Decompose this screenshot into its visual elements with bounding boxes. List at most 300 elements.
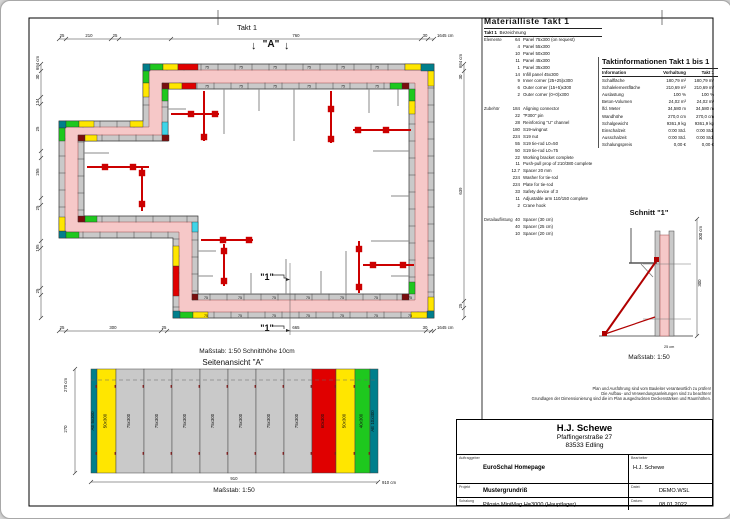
- panel-number: 75: [273, 65, 277, 70]
- taktinfo-row: [602, 84, 718, 91]
- taktinfo-cell: 180,79 m²: [666, 78, 686, 84]
- taktinfo-cell: Ausschalzeit: [602, 134, 627, 140]
- taktinfo-title: Taktinformationen Takt 1 bis 1: [602, 57, 710, 66]
- material-label: Spacer (25 cm): [523, 223, 554, 229]
- material-qty: 12.7: [511, 168, 520, 174]
- taktinfo-cell: 9361,9 kg: [694, 120, 714, 126]
- svg-text:30: 30: [422, 33, 428, 38]
- material-label: Panel 75x300 (on request): [523, 37, 575, 42]
- material-row: [484, 161, 622, 168]
- material-qty: 224: [512, 182, 520, 188]
- view-marker-a: [251, 39, 290, 52]
- push-pull-prop: [605, 317, 655, 334]
- taktinfo-cell: Vorhaltung: [663, 70, 686, 75]
- prop-foot: [221, 278, 227, 284]
- prop-foot: [139, 170, 145, 176]
- side-view-panel-label: 50x300: [102, 413, 108, 429]
- material-section-label: [484, 148, 503, 155]
- svg-text:25 cm: 25 cm: [664, 345, 675, 349]
- svg-text:300: 300: [697, 279, 702, 287]
- material-section-label: [484, 155, 503, 162]
- taktinfo-cell: Information: [602, 70, 627, 75]
- panel-piece-cyan: [192, 222, 198, 232]
- panel-number: 75: [273, 84, 277, 89]
- material-row: [484, 148, 622, 155]
- project-value: Mustergrundriß: [483, 488, 528, 494]
- editor-value: H.J. Schewe: [633, 465, 665, 471]
- material-label: Panel 45x300: [523, 57, 550, 63]
- material-label: S19-wingnut: [523, 126, 548, 132]
- panel-number: 75: [205, 84, 209, 89]
- panel-piece-green: [150, 64, 163, 70]
- panel-piece-green: [162, 89, 168, 101]
- material-qty: 33: [515, 189, 520, 195]
- prop-foot: [246, 237, 252, 243]
- svg-text:25: 25: [161, 325, 167, 330]
- prop-foot: [220, 237, 226, 243]
- material-qty: 10: [515, 50, 520, 56]
- material-qty: 22: [515, 113, 520, 119]
- panel-number: 75: [239, 84, 243, 89]
- panel-number: 75: [341, 84, 345, 89]
- material-label: Outer corner (15+5)x300: [523, 85, 572, 91]
- svg-text:25: 25: [112, 33, 118, 38]
- svg-text:270: 270: [63, 425, 68, 433]
- material-label: Panel 35x300: [523, 64, 550, 70]
- material-section-label: [484, 78, 503, 85]
- svg-text:255: 255: [35, 168, 40, 176]
- material-label: Working bracket complete: [523, 154, 574, 160]
- svg-text:1645 cm: 1645 cm: [437, 325, 454, 330]
- panel-piece-maroon: [192, 294, 198, 300]
- material-section-label: [484, 224, 503, 231]
- prop-foot: [328, 136, 334, 142]
- panel-number: 75: [306, 296, 310, 300]
- prop-foot: [188, 111, 194, 117]
- material-section-label: [484, 182, 503, 189]
- material-section-label: [484, 127, 503, 134]
- panel-piece-teal: [59, 121, 66, 128]
- panel-piece-green: [180, 312, 193, 318]
- taktinfo-row: [602, 91, 718, 98]
- panel-piece-green: [143, 71, 149, 83]
- taktinfo-cell: 0:00 Std.: [668, 127, 686, 133]
- material-qty: 224: [512, 133, 520, 139]
- title-block-company-cell: [457, 420, 712, 455]
- panel-number: 75: [341, 65, 345, 70]
- svg-text:"A": "A": [262, 39, 280, 50]
- client-value: EuroSchal Homepage: [483, 465, 546, 471]
- taktinfo-row: [602, 98, 718, 105]
- material-section-label: [484, 65, 503, 72]
- material-section-label: [484, 161, 503, 168]
- material-qty: 184: [512, 106, 520, 112]
- taktinfo-row: [602, 120, 718, 127]
- material-label: S19 tie-rod L0=75: [523, 147, 559, 153]
- material-label: Outer corner (0+0)x300: [523, 92, 569, 98]
- panel-piece-green: [66, 121, 79, 127]
- material-qty: 9: [517, 78, 520, 84]
- panel-number: 75: [375, 84, 379, 89]
- title-block: [456, 419, 713, 506]
- prop-foot: [201, 134, 207, 140]
- side-view-panel-label: 75x300: [126, 413, 131, 429]
- panel-number: 75: [408, 296, 412, 300]
- panel-piece-teal: [143, 64, 150, 71]
- taktinfo-cell: Takt 1: [701, 70, 714, 75]
- prop-foot: [102, 164, 108, 170]
- material-qty: 10: [515, 230, 520, 236]
- taktinfo-cell: 0:00 Std.: [696, 127, 714, 133]
- panel-number: 75: [340, 296, 344, 300]
- taktinfo-cell: Auslastung: [602, 92, 624, 98]
- svg-text:1645 cm: 1645 cm: [437, 33, 454, 38]
- panel-piece-maroon: [162, 83, 169, 89]
- taktinfo-row: [602, 134, 718, 141]
- panel-piece-yellow: [85, 135, 97, 141]
- taktinfo-cell: 0:00 Std.: [696, 134, 714, 140]
- panel-number: 75: [238, 296, 242, 300]
- material-qty: 50: [515, 147, 520, 153]
- taktinfo-cell: 0,00 €: [673, 141, 686, 147]
- side-view-panel-label: 75x300: [182, 413, 187, 429]
- material-qty: 11: [515, 57, 520, 63]
- material-section-label: [484, 189, 503, 196]
- taktinfo-cell: Einschalzeit: [602, 127, 626, 133]
- material-section-label: Detailauflistung: [484, 216, 513, 222]
- taktinfo-cell: 24,02 m³: [696, 99, 714, 105]
- panel-number: 75: [307, 84, 311, 89]
- svg-text:300: 300: [109, 325, 117, 330]
- prop-foot: [356, 284, 362, 290]
- material-qty: 2: [517, 202, 520, 208]
- file-cell: Datei: DEMO.WSL: [629, 484, 712, 497]
- date-value: 08.01.2022: [659, 502, 687, 508]
- panel-piece-yellow: [163, 64, 178, 70]
- material-qty: 180: [512, 126, 520, 132]
- material-qty: 2: [517, 92, 520, 98]
- material-label: Adjustable arm 110/150 complete: [523, 195, 589, 201]
- svg-text:25: 25: [35, 205, 40, 211]
- company-city: 83533 Edling: [565, 441, 604, 449]
- taktinfo-cell: lfd. Meter: [602, 106, 621, 112]
- formwork-cell: Schalung Pilosio MiniMag H=3000 (Hauptlager): [457, 498, 629, 510]
- panel-piece-teal: [59, 231, 66, 238]
- material-label: Aligning connector: [523, 106, 560, 112]
- material-label: "P300" pin: [523, 113, 544, 119]
- panel-number: 75: [238, 313, 242, 318]
- material-label: Spacer 20 mm: [523, 168, 552, 174]
- panel-piece-yellow: [59, 217, 65, 231]
- taktinfo-cell: 270,0 cm: [667, 113, 686, 119]
- panel-piece-yellow: [173, 246, 179, 266]
- prop-foot: [355, 127, 361, 133]
- prop-foot: [400, 262, 406, 268]
- panel-number: 75: [307, 65, 311, 70]
- company-name: H.J. Schewe: [556, 423, 613, 434]
- taktinfo-header-row: [602, 68, 718, 77]
- material-label: Crane hook: [523, 202, 546, 208]
- panel-number: 75: [204, 296, 208, 300]
- svg-text:639: 639: [458, 187, 463, 195]
- taktinfo-cell: 34,580 m: [667, 106, 686, 112]
- panel-piece-yellow: [143, 83, 149, 97]
- panel-piece-red: [182, 83, 196, 89]
- taktinfo-cell: 24,02 m³: [668, 99, 686, 105]
- taktinfo-cell: Schalfläche: [602, 78, 625, 84]
- svg-text:30: 30: [458, 74, 463, 80]
- side-view-panel-label: 75x300: [210, 413, 215, 429]
- push-pull-prop: [605, 260, 657, 334]
- material-section-label: [484, 134, 503, 141]
- svg-text:694 cm: 694 cm: [458, 53, 463, 69]
- materialliste-title: Materialliste Takt 1: [484, 16, 570, 26]
- prop-foot: [383, 127, 389, 133]
- panel-piece-yellow: [411, 312, 427, 318]
- panel-piece-maroon: [402, 83, 409, 89]
- section-panel: [669, 231, 674, 336]
- material-section-label: [484, 141, 503, 148]
- material-label: Spacer (20 cm): [523, 230, 554, 236]
- svg-text:30: 30: [422, 325, 428, 330]
- panel-number: 75: [408, 313, 412, 318]
- date-cell: Datum: 08.01.2022: [629, 498, 712, 510]
- side-view-panel-label: 60x300: [320, 413, 325, 429]
- material-section-label: Elemente: [484, 37, 502, 42]
- panel-number: 75: [239, 65, 243, 70]
- material-qty: 28: [515, 119, 520, 125]
- material-qty: 40: [515, 216, 520, 222]
- panel-number: 75: [204, 313, 208, 318]
- material-section-label: [484, 168, 503, 175]
- section-scale: Maßstab: 1:50: [628, 354, 670, 361]
- material-row: [484, 168, 622, 175]
- svg-text:"1": "1": [260, 272, 274, 282]
- side-view-title: Seitenansicht "A": [202, 358, 264, 367]
- material-row: [484, 203, 622, 210]
- side-view-panel-label: 75x300: [238, 413, 243, 429]
- material-row: [484, 182, 622, 189]
- svg-text:210: 210: [85, 33, 93, 38]
- panel-piece-red: [178, 64, 198, 70]
- material-section-label: [484, 72, 503, 79]
- svg-text:25: 25: [35, 288, 40, 294]
- material-section-label: [484, 120, 503, 127]
- svg-text:910: 910: [230, 476, 238, 481]
- panel-piece-green: [409, 89, 415, 101]
- taktinfo-cell: 0,00 €: [701, 141, 714, 147]
- material-qty: 40: [515, 223, 520, 229]
- panel-number: 75: [306, 313, 310, 318]
- material-row: [484, 37, 622, 44]
- panel-piece-yellow: [79, 121, 94, 127]
- material-label: S19 nut: [523, 133, 539, 139]
- section-title: Schnitt "1": [629, 208, 669, 217]
- panel-piece-yellow: [130, 121, 143, 127]
- panel-number: 75: [374, 296, 378, 300]
- material-qty: 64: [515, 37, 520, 42]
- down-arrow-icon: ↓: [284, 40, 290, 52]
- panel-piece-yellow: [409, 101, 415, 114]
- material-qty: 4: [517, 43, 520, 49]
- taktinfo-cell: Schalelementfläche: [602, 85, 641, 91]
- taktinfo-cell: 210,69 m²: [694, 85, 714, 91]
- panel-piece-green: [85, 216, 97, 222]
- panel-piece-cyan: [162, 122, 168, 135]
- section-panel: [655, 231, 660, 336]
- side-view-panel-label: AE 5x300: [90, 411, 95, 431]
- material-label: Safety device of 3: [523, 189, 558, 195]
- panel-number: 75: [272, 296, 276, 300]
- svg-text:25: 25: [59, 325, 65, 330]
- material-row: [484, 44, 622, 51]
- file-value: DEMO.WSL: [659, 488, 690, 494]
- svg-text:25: 25: [59, 33, 65, 38]
- prop-foot: [212, 111, 218, 117]
- taktinfo-table: [598, 57, 718, 148]
- panel-number: 75: [340, 313, 344, 318]
- panel-number: 75: [272, 313, 276, 318]
- svg-text:665: 665: [292, 325, 300, 330]
- material-row: [484, 224, 622, 231]
- side-view-panel-label: AE 10x300: [370, 410, 375, 432]
- material-label: Infill panel 45x300: [523, 71, 559, 77]
- taktinfo-cell: 180,79 m²: [694, 78, 714, 84]
- material-row: [484, 217, 622, 224]
- material-qty: 11: [515, 195, 520, 201]
- side-view-panel-label: 75x300: [266, 413, 271, 429]
- panel-piece-maroon: [78, 135, 85, 141]
- taktinfo-row: [602, 77, 718, 84]
- svg-text:760: 760: [292, 33, 300, 38]
- taktinfo-row: [602, 113, 718, 120]
- material-qty: 6: [517, 85, 520, 91]
- svg-text:"1": "1": [260, 323, 274, 333]
- taktinfo-cell: Schalungspreis: [602, 141, 633, 147]
- svg-text:694 cm: 694 cm: [35, 55, 40, 71]
- svg-text:910 cm: 910 cm: [382, 480, 397, 485]
- panel-piece-yellow: [428, 297, 434, 311]
- panel-piece-yellow: [428, 71, 434, 86]
- company-street: Pfaffingerstraße 27: [556, 434, 613, 441]
- down-arrow-icon: ↓: [251, 40, 257, 52]
- panel-number: 75: [205, 65, 209, 70]
- panel-piece-teal: [427, 311, 434, 318]
- plan-scale-note: Maßstab: 1:50 Schnitthöhe 10cm: [199, 348, 295, 355]
- taktinfo-cell: 34,580 m: [695, 106, 714, 112]
- material-qty: 22: [515, 154, 520, 160]
- taktinfo-row: [602, 141, 718, 148]
- material-section-label: Zubehör: [484, 106, 500, 112]
- side-view-panel-label: 75x300: [154, 413, 159, 429]
- material-section-label: [484, 196, 503, 203]
- material-qty: 11: [515, 161, 520, 167]
- panel-number: 75: [374, 313, 378, 318]
- panel-piece-yellow: [405, 64, 421, 70]
- taktinfo-row: [602, 127, 718, 134]
- side-view-panel-label: 50x300: [341, 413, 347, 429]
- svg-text:25: 25: [458, 303, 463, 309]
- panel-piece-teal: [173, 311, 180, 318]
- material-section-label: [484, 58, 503, 65]
- material-section-label: [484, 44, 503, 51]
- editor-cell: Bearbeiter H.J. Schewe: [629, 455, 712, 483]
- side-view-a: [63, 358, 397, 494]
- taktinfo-row: [602, 105, 718, 112]
- material-section-label: [484, 175, 503, 182]
- material-label: Push-pull prop of 210/380 complete: [523, 161, 593, 167]
- material-section-label: [484, 231, 503, 238]
- formwork-band: [59, 64, 434, 318]
- material-section-label: [484, 113, 503, 120]
- taktinfo-cell: 0:00 Std.: [668, 134, 686, 140]
- panel-piece-red: [173, 266, 179, 296]
- svg-text:25: 25: [35, 126, 40, 132]
- material-label: Plate for tie-rod: [523, 182, 554, 188]
- prop-foot: [356, 246, 362, 252]
- panel-piece-green: [66, 232, 79, 238]
- taktinfo-cell: Wandhöhe: [602, 113, 624, 119]
- panel-number: 75: [375, 65, 379, 70]
- prop-foot: [139, 201, 145, 207]
- material-row: [484, 196, 622, 203]
- prop-foot: [221, 248, 227, 254]
- material-row: [484, 155, 622, 162]
- prop-foot: [370, 262, 376, 268]
- panel-piece-green: [59, 128, 65, 141]
- prop-foot: [130, 164, 136, 170]
- arrow-head: [286, 329, 290, 332]
- taktinfo-cell: Beton-Volumen: [602, 99, 633, 105]
- section-concrete: [660, 235, 669, 336]
- material-label: Reinforcing "U" channel: [523, 119, 570, 125]
- taktinfo-cell: Schalgewicht: [602, 120, 628, 126]
- material-section-label: [484, 92, 503, 99]
- svg-text:300 cm: 300 cm: [698, 225, 703, 241]
- panel-piece-maroon: [78, 216, 85, 222]
- material-label: Inner corner (25+25)x300: [523, 78, 573, 84]
- material-qty: 1: [517, 64, 520, 70]
- side-view-panel-label: 40x300: [358, 413, 364, 429]
- material-label: Spacer (30 cm): [523, 216, 554, 222]
- panel-piece-green: [409, 282, 415, 294]
- material-section-label: [484, 51, 503, 58]
- project-cell: Projekt Mustergrundriß: [457, 484, 629, 497]
- concrete-wall: [65, 70, 428, 312]
- taktinfo-cell: 210,69 m²: [666, 85, 686, 91]
- material-label: Panel 50x300: [523, 50, 550, 56]
- panel-piece-maroon: [162, 135, 169, 141]
- arrow-head: [286, 278, 290, 281]
- svg-text:134: 134: [35, 98, 40, 106]
- material-qty: 14: [515, 71, 520, 77]
- disclaimer-text: Plan und Ausführung sind vom Bauleiter verantwortlich zu prüfen! Die Aufbau- und Verwendungsanleitungen sind zu beachten! Grundlagen der Dimensionierung sind die im Plan ausgedruckten Deckenstärken und Raumhöhen.: [531, 386, 711, 401]
- material-section-label: [484, 85, 503, 92]
- panel-piece-yellow: [169, 83, 182, 89]
- takt-title: Takt 1: [236, 23, 258, 32]
- taktinfo-cell: 100 %: [673, 92, 686, 98]
- material-label: S19 tie-rod L0=50: [523, 140, 559, 146]
- svg-text:30: 30: [35, 74, 40, 80]
- material-section-label: [484, 203, 503, 210]
- taktinfo-cell: 9361,9 kg: [666, 120, 686, 126]
- materialliste-header: Takt 1 Bezeichnung: [484, 28, 602, 37]
- material-label: Panel 55x300: [523, 43, 550, 49]
- panel-piece-teal: [421, 64, 434, 71]
- svg-text:270 cm: 270 cm: [63, 377, 68, 393]
- taktinfo-cell: 100 %: [701, 92, 714, 98]
- taktinfo-cell: 270,0 cm: [695, 113, 714, 119]
